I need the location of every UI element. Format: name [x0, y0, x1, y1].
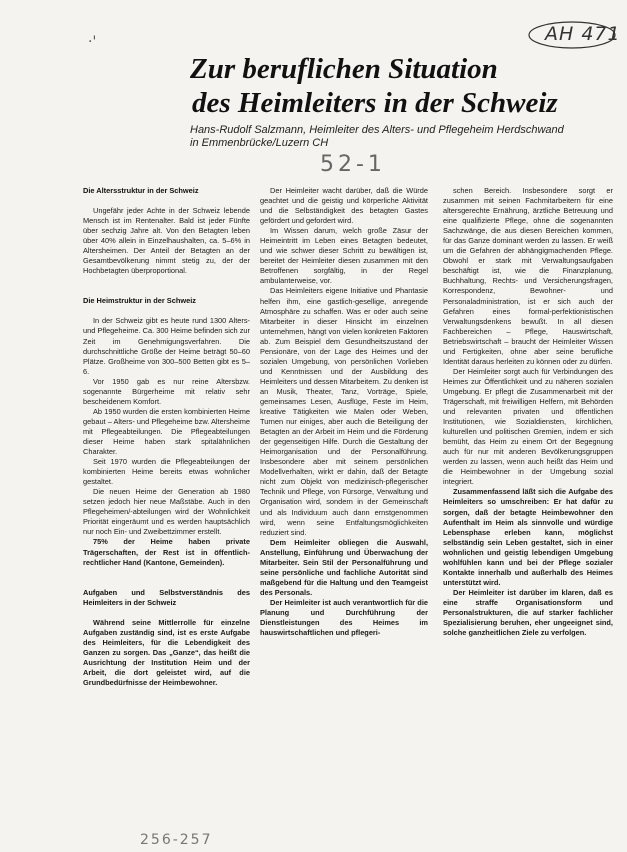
paragraph: Vor 1950 gab es nur reine Altersbzw. sogenannte Bürgerheime mit relativ sehr bescheidenem Komfort. [83, 376, 250, 406]
paragraph: Das Heimleiters eigene Initiative und Phantasie helfen ihm, eine gastlich-gesellige, anregende Atmosphäre zu schaffen. Was er oder auch seine Mitarbeiter in dieser Hinsicht im einzelnen unternehmen, hängt von vielen konkreten Faktoren ab. Zum Beispiel dem Gesundheitszustand der Pensionäre, von der Lage des Heimes und der sozialen Umgebung, von persönlichen Vorlieben und Kenntnissen und der Ausbildung des Heimleiters und dessen Mitarbeitern. Zu denken ist an Musik, Theater, Tanz, Vorträge, Spiele, gemeinsames Lesen, Ausflüge, Feste im Heim, kreative Tätigkeiten wie Malen oder Weben, Turnen nur einiges, aber auch die Beteiligung der Betagten an der Arbeit im Heim und die Förderung der gegenseitigen Hilfe. Durch die Gestaltung der Heimorganisation und der Personalführung. Insbesondere aber mit seinem persönlichen Modellverhalten, wirkt er dahin, daß der Betagte nicht zum Objekt von medizinisch-pflegerischer Technik und Pflege, von Fürsorge, Verwaltung und Organisation wird, sondern in der Gemeinschaft und als Individuum auch dann ernstgenommen wird, wenn seine Entfaltungsmöglichkeiten reduziert sind. [260, 286, 428, 537]
paragraph: In der Schweiz gibt es heute rund 1300 Alters- und Pflegeheime. Ca. 300 Heime befinden sich zur Zeit im Genehmigungsverfahren. Die durchschnittliche Größe der Heime beträgt 50–60 Plätze. Großheime von 300–500 Betten gibt es 5–6. [83, 316, 250, 376]
byline-line-2: in Emmenbrücke/Luzern CH [190, 137, 329, 149]
title-line-2: des Heimleiters in der Schweiz [192, 87, 558, 119]
pen-tick: ·' [88, 34, 97, 50]
paragraph: Der Heimleiter ist auch verantwortlich für die Planung und Durchführung der Dienstleistungen des Heimes im hauswirtschaftlichen und pflegeri- [260, 597, 428, 638]
paragraph: 75% der Heime haben private Trägerschaften, der Rest ist in öffentlich-rechtlicher Hand (Kantone, Gemeinden). [83, 537, 250, 567]
heading-heimstruktur: Die Heimstruktur in der Schweiz [83, 296, 196, 306]
handwritten-footer-mark: 256-257 [140, 832, 213, 848]
paragraph: Seit 1970 wurden die Pflegeabteilungen der kombinierten Heime bereits etwas wohnlicher gestaltet. [83, 457, 250, 487]
byline-line-1: Hans-Rudolf Salzmann, Heimleiter des Alters- und Pflegeheim Herdschwand [190, 124, 564, 136]
paragraph: Ungefähr jeder Achte in der Schweiz lebende Mensch ist im Rentenalter. Bald ist jeder Fünfte über sechzig Jahre alt. Von den Betagten leben über 40% allein in Einzelhaushalten, ca. 5–6% in Altersheimen. Der Anteil der Betagten an der Gesamtbevölkerung nimmt stetig zu, der der Hochbetagten überproportional. [83, 206, 250, 276]
paragraph: Der Heimleiter wacht darüber, daß die Würde geachtet und die geistig und körperliche Aktivität und die Selbständigkeit des betagten Gastes gefördert und gefordert wird. [260, 186, 428, 226]
heading-aufgaben: Aufgaben und Selbstverständnis des Heimleiters in der Schweiz [83, 587, 250, 607]
paragraph: Der Heimleiter ist darüber im klaren, daß es eine straffe Organisationsform und Personalstrukturen, die auf starker fachlicher Spezialisierung beruhen, eher ungeeignet sind, solche ganzheitlichen Ziele zu verfolgen. [443, 587, 613, 638]
paragraph: Ab 1950 wurden die ersten kombinierten Heime gebaut – Alters- und Pflegeheime bzw. Altersheime mit Pflegeabteilungen. Die Pflegeabteilungen dieser Heime haben stark spitalähnlichen Charakter. [83, 406, 250, 457]
handwritten-page-number: 52-1 [320, 152, 386, 177]
byline [190, 124, 610, 150]
paragraph: Während seine Mittlerrolle für einzelne Aufgaben zuständig sind, ist es erste Aufgabe des Heimleiters, für die Lebendigkeit des Ganzen zu sorgen. Das „Ganze“, das heißt die Ausrichtung der Institution Heim und der Arbeit, die dort geleistet wird, auf die Grundbedürfnisse der Heimbewohner. [83, 617, 250, 687]
article-title [190, 52, 610, 120]
title-line-1: Zur beruflichen Situation [190, 53, 498, 85]
paragraph: Zusammenfassend läßt sich die Aufgabe des Heimleiters so umschreiben: Er hat dafür zu sorgen, daß der betagte Heimbewohner den Aufenthalt im Heim als sinnvolle und würdige Lebensphase erleben kann, möglichst selbständig sein Leben gestaltet, sich in einer wohnlichen und geistig lebendigen Umgebung wohlfühlen kann und bei der Pflege sozialer Kontakte innerhalb und außerhalb des Heimes unterstützt wird. [443, 487, 613, 587]
paragraph: Im Wissen darum, welch große Zäsur der Heimeintritt im Leben eines Betagten bedeutet, und wie schwer dieser Schritt zu bewältigen ist, bereitet der Heimleiter diesen zusammen mit den Betroffenen sorgfältig, in der Regel ambulanterweise, vor. [260, 226, 428, 286]
paragraph: Der Heimleiter sorgt auch für Verbindungen des Heimes zur Öffentlichkeit und zu näheren sozialen Umgebung. Er pflegt die Zusammenarbeit mit der Trägerschaft, mit freiwilligen Helfern, mit Behörden und relevanten privaten und öffentlichen Institutionen, wie Sozialdiensten, kirchlichen, kulturellen und politischen Gremien, indem er sich bemüht, das Heim zu einem Ort der Begegnung auch für nur mit anderen Bevölkerungsgruppen werden zu lassen, wenn auch heißt das Heim und die Heimbewohner in der Umgebung sozial integriert. [443, 366, 613, 487]
paragraph: Die neuen Heime der Generation ab 1980 setzen jedoch hier neue Maßstäbe. Auch in den Pflegeheimen/-abteilungen wird der Wohnlichkeit Priorität eingeräumt und es werden hauptsächlich nur noch Ein- und Zweibettzimmer erstellt. [83, 487, 250, 537]
column-3 [443, 186, 613, 638]
paragraph: Dem Heimleiter obliegen die Auswahl, Anstellung, Einführung und Überwachung der Mitarbeiter. Sein Stil der Personalführung und seine persönliche und fachliche Autorität sind maßgebend für die Haltung und den Teamgeist des Personals. [260, 537, 428, 597]
column-2 [260, 186, 428, 638]
heading-altersstruktur: Die Altersstruktur in der Schweiz [83, 186, 199, 195]
column-1 [83, 186, 250, 688]
archive-number: AH 471 [545, 23, 621, 45]
paragraph: schen Bereich. Insbesondere sorgt er zusammen mit seinen Fachmitarbeitern für eine altersgerechte Ernährung, ärztliche Betreuung und eine qualifizierte Pflege, ohne die sogenannten Sachzwänge, die aus diesen Bereichen kommen, für das Ganze dominant werden zu lassen. Er weiß um die Gefahren der abhängigmachenden Pflege. Obwohl er stark mit Verwaltungsaufgaben beschäftigt ist, wie die Finanzplanung, Buchhaltung, Rechts- und Versicherungsfragen, Korrespondenz, Bewohner- und Personaladministration, ist er sich auch der Gefahren eines formal-perfektionistischen Verwaltungsdenkens bewußt. In all diesen Fachbereichen – Pflege, Hauswirtschaft, Betriebswirtschaft – braucht der Heimleiter Wissen und Fertigkeiten, ohne aber seine berufliche Identität daraus herleiten zu können oder zu dürfen. [443, 186, 613, 366]
